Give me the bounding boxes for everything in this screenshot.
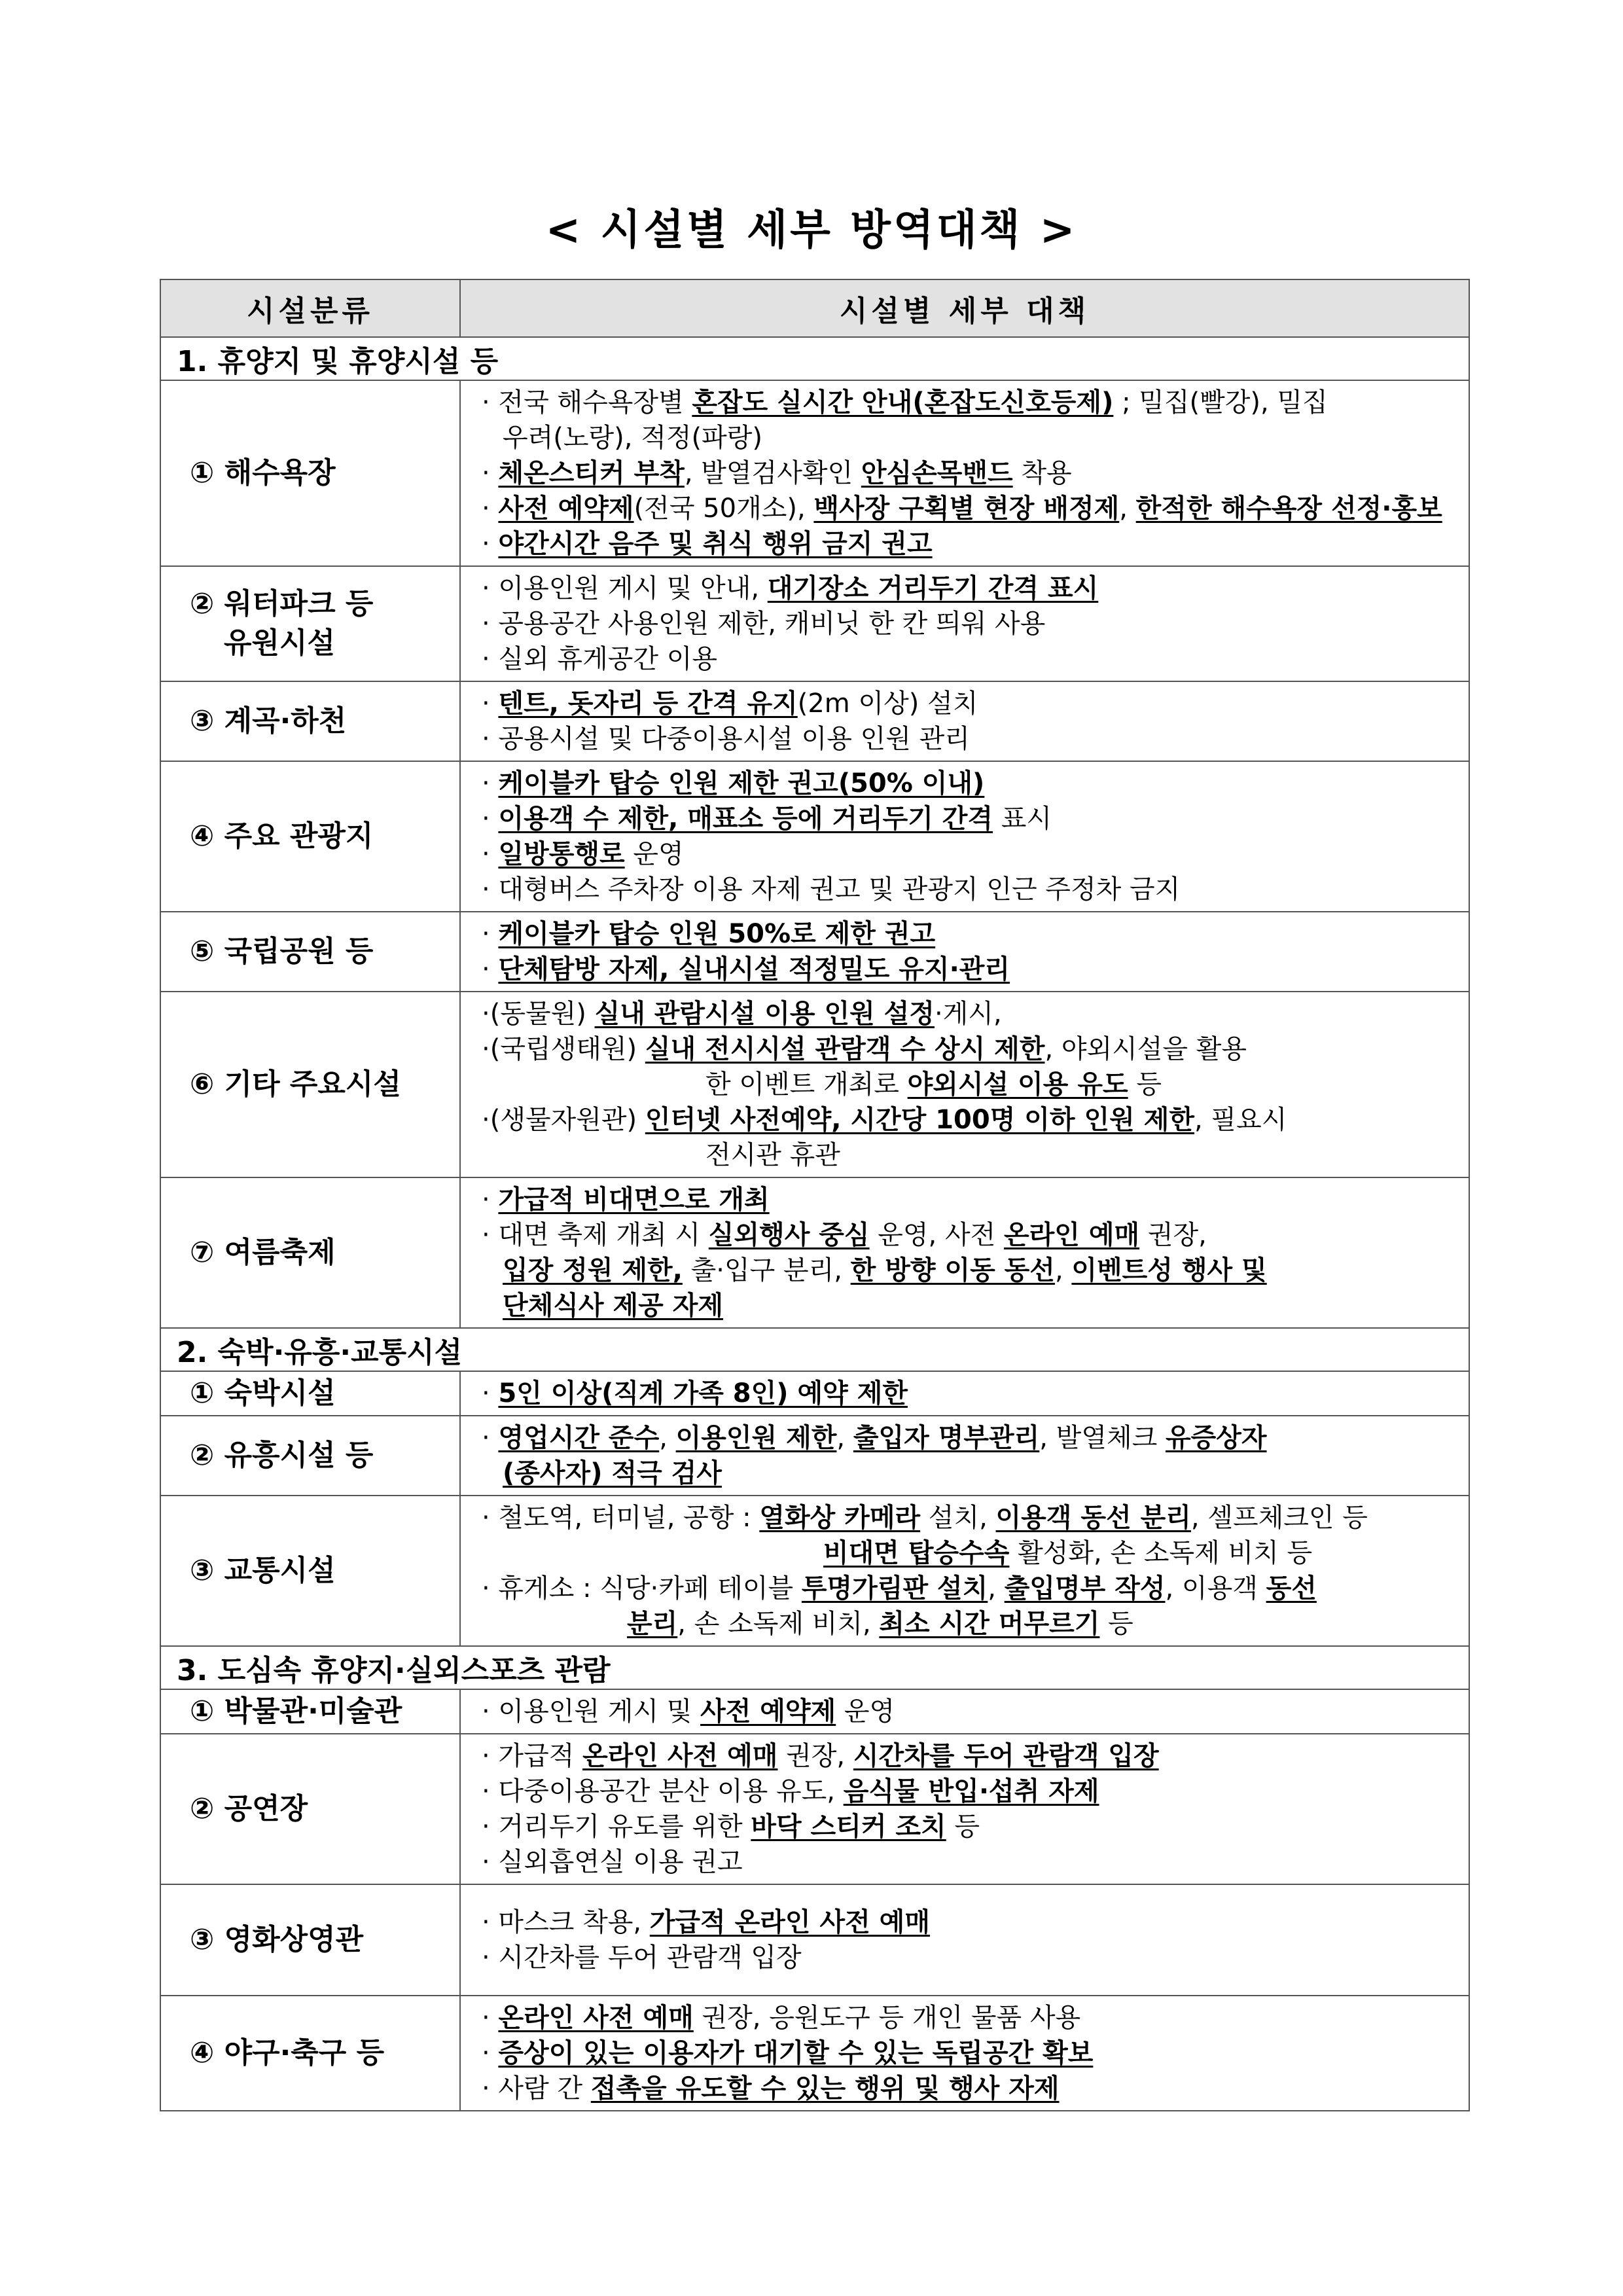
- page-title: < 시설별 세부 방역대책 >: [545, 206, 1078, 255]
- emphasized-text: 텐트, 돗자리 등 간격 유지: [498, 689, 798, 719]
- measure-text: ,: [836, 1423, 853, 1453]
- measure-text: 설치,: [920, 1503, 996, 1533]
- emphasized-text: 비대면 탑승수속: [823, 1538, 1010, 1568]
- category-line: ⑥ 기타 주요시설: [190, 1067, 401, 1101]
- emphasized-text: 시간차를 두어 관람객 입장: [853, 1741, 1159, 1771]
- measure-line: [476, 1905, 1455, 1940]
- measure-line: [476, 571, 1455, 606]
- category-line: ⑤ 국립공원 등: [190, 935, 374, 968]
- emphasized-text: 이용객 동선 분리: [995, 1503, 1191, 1533]
- facility-measures: [460, 1416, 1469, 1496]
- measure-text: ·: [482, 689, 499, 719]
- measure-line: [476, 385, 1455, 420]
- emphasized-text: 백사장 구획별 현장 배정제: [813, 493, 1120, 524]
- emphasized-text: 일방통행로: [498, 839, 625, 869]
- measure-line: [476, 1500, 1455, 1535]
- facility-measures: [460, 992, 1469, 1177]
- measure-text: ·(생물자원관): [482, 1105, 645, 1135]
- measure-text: ·: [482, 1423, 499, 1453]
- section-row: [160, 1646, 1469, 1689]
- emphasized-text: 이벤트성 행사 및: [1071, 1255, 1267, 1285]
- facility-measures: [460, 1996, 1469, 2111]
- emphasized-text: 온라인 예매: [1003, 1220, 1140, 1250]
- measure-text: · 이용인원 게시 및 안내,: [482, 573, 768, 603]
- emphasized-text: 이용객 수 제한, 매표소 등에 거리두기 간격: [498, 804, 993, 834]
- section-row: [160, 1328, 1469, 1371]
- measure-line: [476, 2036, 1455, 2071]
- measure-line: [476, 526, 1455, 562]
- measure-line: [476, 456, 1455, 491]
- measure-text: ·: [482, 529, 499, 559]
- emphasized-text: (종사자) 적극 검사: [503, 1458, 722, 1488]
- measure-text: 한 이벤트 개최로: [705, 1069, 908, 1100]
- measure-line: [476, 1288, 1455, 1323]
- table-row: [160, 1177, 1469, 1328]
- measure-line: [476, 1809, 1455, 1844]
- table-row: [160, 1416, 1469, 1496]
- table-row: [160, 1996, 1469, 2111]
- measure-line: [476, 1738, 1455, 1774]
- facility-measures: [460, 1884, 1469, 1996]
- facility-measures: [460, 380, 1469, 566]
- measure-line: [476, 1694, 1455, 1729]
- table-row: [160, 1371, 1469, 1416]
- table-row: [160, 992, 1469, 1177]
- measure-text: 출·입구 분리,: [682, 1255, 851, 1285]
- measure-text: · 공용공간 사용인원 제한, 캐비닛 한 칸 띄워 사용: [482, 609, 1046, 639]
- measure-line: [476, 996, 1455, 1031]
- measure-text: 표시: [993, 804, 1052, 834]
- category-line: ③ 계곡·하천: [190, 704, 347, 738]
- measure-text: , 발열체크: [1039, 1423, 1166, 1453]
- facility-measures: [460, 761, 1469, 912]
- facility-category: [160, 1496, 460, 1646]
- table-body: [160, 337, 1469, 2111]
- facility-measures: [460, 1496, 1469, 1646]
- emphasized-text: 이용인원 제한: [675, 1423, 837, 1453]
- facility-category: [160, 1734, 460, 1884]
- measure-text: ·: [482, 954, 499, 984]
- measure-text: 착용: [1012, 458, 1072, 488]
- emphasized-text: 음식물 반입·섭취 자제: [843, 1776, 1099, 1806]
- measure-text: · 공용시설 및 다중이용시설 이용 인원 관리: [482, 724, 970, 754]
- measure-text: ·: [482, 2038, 499, 2068]
- measure-text: 운영: [836, 1696, 895, 1727]
- measure-line: [476, 1067, 1455, 1102]
- emphasized-text: 야간시간 음주 및 취식 행위 금지 권고: [498, 529, 933, 559]
- measure-line: [476, 1535, 1455, 1571]
- emphasized-text: 사전 예약제: [700, 1696, 836, 1727]
- measure-line: [476, 1940, 1455, 1975]
- measure-text: , 셀프체크인 등: [1190, 1503, 1368, 1533]
- measure-text: ·: [482, 804, 499, 834]
- table-row: [160, 912, 1469, 992]
- measure-line: [476, 1606, 1455, 1641]
- measure-text: · 다중이용공간 분산 이용 유도,: [482, 1776, 844, 1806]
- measure-line: [476, 766, 1455, 801]
- measure-text: ·게시,: [934, 999, 1002, 1029]
- measure-text: 등: [946, 1812, 980, 1842]
- emphasized-text: 한적한 해수욕장 선정·홍보: [1135, 493, 1442, 524]
- measure-text: · 철도역, 터미널, 공항 :: [482, 1503, 760, 1533]
- facility-category: [160, 912, 460, 992]
- facility-category: [160, 566, 460, 681]
- measure-text: · 이용인원 게시 및: [482, 1696, 701, 1727]
- measure-text: (2m 이상) 설치: [797, 689, 978, 719]
- emphasized-text: 열화상 카메라: [759, 1503, 921, 1533]
- measure-text: · 대면 축제 개최 시: [482, 1220, 709, 1250]
- category-line: ④ 야구·축구 등: [190, 2036, 385, 2070]
- facility-category: [160, 761, 460, 912]
- measure-line: [476, 872, 1455, 907]
- measure-line: [476, 1456, 1455, 1491]
- section-heading: 2. 숙박·유흥·교통시설: [160, 1328, 1469, 1371]
- measure-line: [476, 686, 1455, 721]
- emphasized-text: 실내 전시시설 관람객 수 상시 제한: [645, 1034, 1045, 1064]
- emphasized-text: 동선: [1266, 1573, 1317, 1604]
- emphasized-text: 사전 예약제: [498, 493, 634, 524]
- measure-text: ·: [482, 839, 499, 869]
- emphasized-text: 접촉을 유도할 수 있는 행위 및 행사 자제: [590, 2073, 1060, 2104]
- emphasized-text: 투명가림판 설치: [801, 1573, 988, 1604]
- category-line: ② 유흥시설 등: [190, 1439, 374, 1472]
- facility-category: [160, 1416, 460, 1496]
- facility-measures: [460, 1689, 1469, 1734]
- category-line: ① 해수욕장: [190, 456, 336, 490]
- facility-category: [160, 1884, 460, 1996]
- emphasized-text: 인터넷 사전예약, 시간당 100명 이하 인원 제한: [645, 1105, 1194, 1135]
- category-line: ③ 교통시설: [190, 1554, 336, 1587]
- facility-category: [160, 1371, 460, 1416]
- facility-category: [160, 380, 460, 566]
- emphasized-text: 증상이 있는 이용자가 대기할 수 있는 독립공간 확보: [498, 2038, 1094, 2068]
- measure-text: · 전국 해수욕장별: [482, 387, 692, 418]
- category-line: ② 공연장: [190, 1792, 308, 1825]
- facility-measures: [460, 1734, 1469, 1884]
- measure-text: 운영: [624, 839, 684, 869]
- emphasized-text: 안심손목밴드: [861, 458, 1013, 488]
- measure-line: [476, 1182, 1455, 1217]
- emphasized-text: 대기장소 거리두기 간격 표시: [767, 573, 1099, 603]
- section-heading: 3. 도심속 휴양지·실외스포츠 관람: [160, 1646, 1469, 1689]
- measure-text: (전국 50개소),: [633, 493, 814, 524]
- emphasized-text: 온라인 사전 예매: [582, 1741, 778, 1771]
- category-line: ⑦ 여름축제: [190, 1236, 336, 1269]
- measure-text: · 실외 휴게공간 이용: [482, 644, 717, 674]
- measure-text: ·: [482, 1378, 499, 1408]
- measure-text: · 실외흡연실 이용 권고: [482, 1847, 743, 1877]
- measure-text: ·: [482, 919, 499, 949]
- emphasized-text: 온라인 사전 예매: [498, 2003, 694, 2033]
- measure-text: ,: [1119, 493, 1136, 524]
- table-row: [160, 380, 1469, 566]
- facility-measures: [460, 912, 1469, 992]
- facility-category: [160, 992, 460, 1177]
- header-category: 시설분류: [160, 279, 460, 337]
- measure-line: [476, 1031, 1455, 1067]
- measures-table: [160, 279, 1470, 2111]
- table-row: [160, 761, 1469, 912]
- emphasized-text: 5인 이상(직계 가족 8인) 예약 제한: [498, 1378, 908, 1408]
- table-row: [160, 1689, 1469, 1734]
- measure-line: [476, 1376, 1455, 1411]
- facility-category: [160, 1996, 460, 2111]
- emphasized-text: 케이블카 탑승 인원 50%로 제한 권고: [498, 919, 936, 949]
- measure-text: ; 밀집(빨강), 밀집: [1113, 387, 1328, 418]
- measure-text: · 가급적: [482, 1741, 583, 1771]
- measure-text: , 야외시설을 활용: [1044, 1034, 1247, 1064]
- measure-text: , 이용객: [1165, 1573, 1266, 1604]
- facility-measures: [460, 1371, 1469, 1416]
- measure-line: [476, 1844, 1455, 1880]
- measure-line: [476, 1571, 1455, 1606]
- category-line: ① 숙박시설: [190, 1376, 336, 1410]
- measure-text: 우려(노랑), 적정(파랑): [503, 423, 762, 453]
- measure-line: [476, 641, 1455, 677]
- measure-text: ,: [1054, 1255, 1072, 1285]
- measure-text: 권장,: [777, 1741, 853, 1771]
- emphasized-text: 입장 정원 제한,: [503, 1255, 683, 1285]
- emphasized-text: 최소 시간 머무르기: [879, 1609, 1100, 1639]
- measure-line: [476, 1102, 1455, 1138]
- category-line: ④ 주요 관광지: [190, 819, 374, 853]
- measure-line: [476, 491, 1455, 526]
- measure-text: 권장, 응원도구 등 개인 물품 사용: [693, 2003, 1081, 2033]
- measure-text: 등: [1128, 1069, 1162, 1100]
- measure-line: [476, 606, 1455, 641]
- measure-text: · 마스크 착용,: [482, 1907, 650, 1937]
- facility-measures: [460, 566, 1469, 681]
- emphasized-text: 단체식사 제공 자제: [503, 1291, 723, 1321]
- measure-line: [476, 2071, 1455, 2106]
- measure-text: 권장,: [1139, 1220, 1207, 1250]
- facility-measures: [460, 681, 1469, 761]
- measure-line: [476, 1253, 1455, 1288]
- emphasized-text: 케이블카 탑승 인원 제한 권고(50% 이내): [498, 768, 985, 798]
- emphasized-text: 실외행사 중심: [708, 1220, 870, 1250]
- measure-text: · 사람 간: [482, 2073, 591, 2104]
- measure-text: 전시관 휴관: [705, 1140, 840, 1170]
- facility-category: [160, 1689, 460, 1734]
- section-heading: 1. 휴양지 및 휴양시설 등: [160, 337, 1469, 380]
- measure-text: · 거리두기 유도를 위한: [482, 1812, 751, 1842]
- emphasized-text: 영업시간 준수: [498, 1423, 660, 1453]
- measure-line: [476, 801, 1455, 836]
- emphasized-text: 유증상자: [1165, 1423, 1267, 1453]
- measure-text: , 손 소독제 비치,: [677, 1609, 880, 1639]
- category-line: 유원시설: [224, 626, 336, 660]
- emphasized-text: 가급적 비대면으로 개최: [498, 1185, 770, 1215]
- emphasized-text: 단체탐방 자제, 실내시설 적정밀도 유지·관리: [498, 954, 1010, 984]
- measure-text: ·: [482, 493, 499, 524]
- measure-text: · 시간차를 두어 관람객 입장: [482, 1943, 802, 1973]
- measure-line: [476, 1217, 1455, 1253]
- measure-line: [476, 916, 1455, 952]
- emphasized-text: 출입명부 작성: [1004, 1573, 1166, 1604]
- emphasized-text: 체온스티커 부착: [498, 458, 685, 488]
- facility-category: [160, 681, 460, 761]
- measure-line: [476, 1138, 1455, 1173]
- measure-text: ,: [659, 1423, 676, 1453]
- measure-line: [476, 1774, 1455, 1809]
- emphasized-text: 바닥 스티커 조치: [751, 1812, 946, 1842]
- category-line: ③ 영화상영관: [190, 1923, 364, 1956]
- emphasized-text: 야외시설 이용 유도: [907, 1069, 1128, 1100]
- table-row: [160, 681, 1469, 761]
- table-header-row: [160, 279, 1469, 337]
- header-detail: 시설별 세부 대책: [460, 279, 1469, 337]
- emphasized-text: 가급적 온라인 사전 예매: [649, 1907, 930, 1937]
- measure-line: [476, 420, 1455, 456]
- section-row: [160, 337, 1469, 380]
- table-row: [160, 1496, 1469, 1646]
- facility-measures: [460, 1177, 1469, 1328]
- category-line: ② 워터파크 등: [190, 587, 374, 620]
- measure-text: , 발열검사확인: [684, 458, 861, 488]
- measure-text: ·: [482, 458, 499, 488]
- emphasized-text: 실내 관람시설 이용 인원 설정: [594, 999, 935, 1029]
- measure-text: , 필요시: [1194, 1105, 1287, 1135]
- measure-line: [476, 2000, 1455, 2036]
- measure-text: · 대형버스 주차장 이용 자제 권고 및 관광지 인근 주정차 금지: [482, 874, 1181, 905]
- table-row: [160, 1884, 1469, 1996]
- emphasized-text: 한 방향 이동 동선: [850, 1255, 1055, 1285]
- table-row: [160, 566, 1469, 681]
- emphasized-text: 출입자 명부관리: [853, 1423, 1040, 1453]
- emphasized-text: 혼잡도 실시간 안내(혼잡도신호등제): [692, 387, 1114, 418]
- measure-line: [476, 836, 1455, 872]
- measure-text: 활성화, 손 소독제 비치 등: [1009, 1538, 1313, 1568]
- facility-category: [160, 1177, 460, 1328]
- measure-text: ·: [482, 768, 499, 798]
- measure-text: ·(동물원): [482, 999, 595, 1029]
- measure-text: ·: [482, 1185, 499, 1215]
- measure-text: 등: [1099, 1609, 1133, 1639]
- measure-text: ·(국립생태원): [482, 1034, 645, 1064]
- measure-line: [476, 721, 1455, 757]
- emphasized-text: 분리: [627, 1609, 678, 1639]
- table-row: [160, 1734, 1469, 1884]
- category-line: ① 박물관·미술관: [190, 1695, 402, 1728]
- measure-text: 운영, 사전: [869, 1220, 1004, 1250]
- measure-line: [476, 952, 1455, 987]
- measure-text: · 휴게소 : 식당·카페 테이블: [482, 1573, 802, 1604]
- measure-line: [476, 1420, 1455, 1456]
- measure-text: ,: [988, 1573, 1005, 1604]
- measure-text: ·: [482, 2003, 499, 2033]
